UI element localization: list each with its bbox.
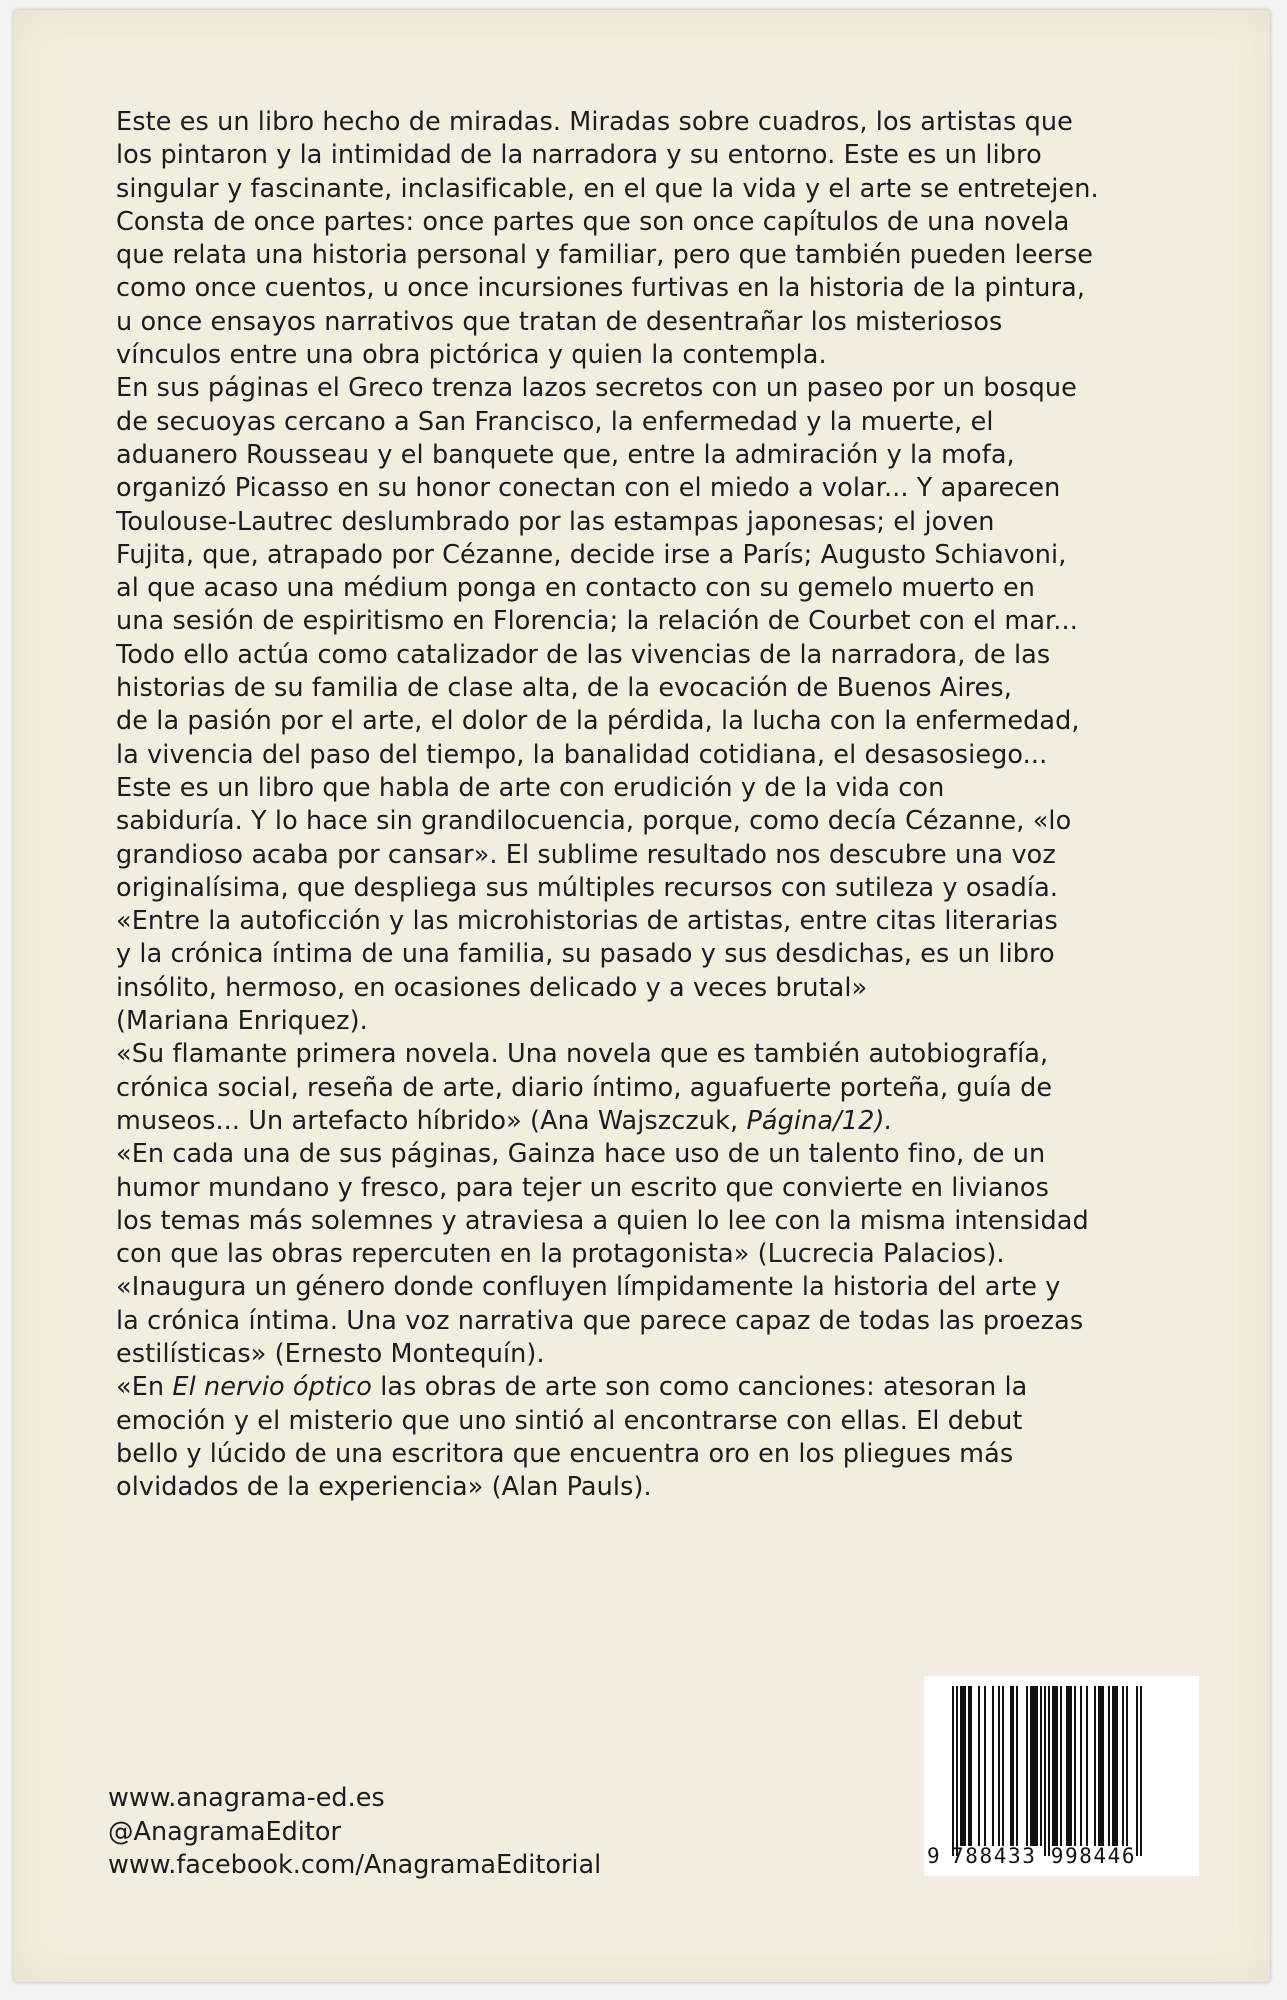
barcode-bar: [1026, 1686, 1028, 1846]
barcode-bar: [1136, 1686, 1138, 1856]
text-line: «Entre la autoficción y las microhistorias de artistas, entre citas literarias: [116, 906, 1058, 937]
barcode-bar: [1070, 1686, 1072, 1846]
text-line: y la crónica íntima de una familia, su pasado y sus desdichas, es un libro: [116, 939, 1055, 970]
publication-title: Página/12).: [746, 1105, 893, 1136]
text-line: «Inaugura un género donde confluyen límpidamente la historia del arte y: [116, 1272, 1061, 1303]
barcode-digits: 788433 998446: [951, 1844, 1137, 1868]
barcode-bar: [1056, 1686, 1058, 1846]
barcode-first-digit: 9: [927, 1844, 942, 1868]
barcode-bar: [1116, 1686, 1118, 1846]
barcode-bar: [1122, 1686, 1124, 1846]
barcode-bar: [1040, 1686, 1042, 1846]
text-line: Fujita, que, atrapado por Cézanne, decide irse a París; Augusto Schiavoni,: [116, 539, 1067, 570]
text-line: al que acaso una médium ponga en contacto con su gemelo muerto en: [116, 573, 1036, 604]
isbn-barcode: [924, 1676, 1199, 1876]
facebook-link: www.facebook.com/AnagramaEditorial: [108, 1850, 602, 1880]
barcode-bar: [952, 1686, 954, 1856]
blurb-paragraph: [116, 206, 1206, 372]
text-line: emoción y el misterio que uno sintió al encontrarse con ellas. El debut: [116, 1405, 1023, 1436]
text-segment: «En: [116, 1372, 173, 1403]
barcode-bar: [1126, 1686, 1128, 1846]
text-line: los temas más solemnes y atraviesa a quien lo lee con la misma intensidad: [116, 1205, 1089, 1236]
barcode-bar: [978, 1686, 980, 1846]
barcode-bar: [1052, 1686, 1054, 1846]
text-line: [116, 1371, 1206, 1404]
review-quote: [116, 1271, 1206, 1371]
barcode-bar: [960, 1686, 962, 1846]
text-line: organizó Picasso en su honor conectan con el miedo a volar... Y aparecen: [116, 473, 1061, 504]
text-line: bello y lúcido de una escritora que encuentra oro en los pliegues más: [116, 1438, 1014, 1469]
blurb-paragraph: [116, 772, 1206, 905]
text-line: Consta de once partes: once partes que son once capítulos de una novela: [116, 206, 1070, 237]
text-line: singular y fascinante, inclasificable, en el que la vida y el arte se entretejen.: [116, 173, 1099, 204]
text-line: los pintaron y la intimidad de la narradora y su entorno. Este es un libro: [116, 140, 1042, 171]
blurb-paragraph: [116, 372, 1206, 638]
barcode-bar: [1112, 1686, 1114, 1846]
barcode-bar: [1140, 1686, 1142, 1856]
text-line: con que las obras repercuten en la protagonista» (Lucrecia Palacios).: [116, 1239, 1005, 1270]
barcode-bar: [1108, 1686, 1110, 1846]
barcode-bar: [962, 1686, 964, 1846]
barcode-bar: [1030, 1686, 1032, 1846]
barcode-bar: [1094, 1686, 1096, 1846]
barcode-bar: [992, 1686, 994, 1846]
barcode-bar: [1068, 1686, 1070, 1846]
barcode-bar: [1100, 1686, 1102, 1846]
blurb-text: [116, 106, 1206, 1504]
barcode-bar: [1066, 1686, 1068, 1846]
barcode-bar: [1102, 1686, 1104, 1846]
publisher-links: [108, 1782, 601, 1883]
barcode-bar: [1074, 1686, 1076, 1846]
text-line: la vivencia del paso del tiempo, la banalidad cotidiana, el desasosiego...: [116, 739, 1048, 770]
text-line: u once ensayos narrativos que tratan de desentrañar los misteriosos: [116, 306, 1003, 337]
text-line: la crónica íntima. Una voz narrativa que parece capaz de todas las proezas: [116, 1305, 1084, 1336]
text-line: Todo ello actúa como catalizador de las vivencias de la narradora, de las: [116, 639, 1051, 670]
website-link: www.anagrama-ed.es: [108, 1783, 385, 1813]
barcode-bar: [968, 1686, 970, 1846]
text-line: grandioso acaba por cansar». El sublime resultado nos descubre una voz: [116, 839, 1056, 870]
review-quote: [116, 905, 1206, 1038]
barcode-bar: [964, 1686, 966, 1846]
review-quote: [116, 1038, 1206, 1138]
text-line: Este es un libro que habla de arte con erudición y de la vida con: [116, 772, 945, 803]
text-line: Este es un libro hecho de miradas. Miradas sobre cuadros, los artistas que: [116, 107, 1073, 137]
barcode-bar: [1086, 1686, 1088, 1846]
book-title: El nervio óptico: [172, 1372, 373, 1403]
barcode-bar: [970, 1686, 972, 1846]
blurb-paragraph: [116, 106, 1206, 206]
text-line: como once cuentos, u once incursiones furtivas en la historia de la pintura,: [116, 273, 1086, 304]
barcode-bar: [1054, 1686, 1056, 1846]
review-quote: [116, 1371, 1206, 1504]
barcode-bar: [1036, 1686, 1038, 1846]
barcode-bar: [998, 1686, 1000, 1846]
barcode-bar: [956, 1686, 958, 1856]
text-line: insólito, hermoso, en ocasiones delicado y a veces brutal»: [116, 972, 868, 1003]
barcode-bar: [1114, 1686, 1116, 1846]
text-line: En sus páginas el Greco trenza lazos secretos con un paseo por un bosque: [116, 373, 1077, 404]
text-line: sabiduría. Y lo hace sin grandilocuencia, porque, como decía Cézanne, «lo: [116, 806, 1072, 837]
text-line: [116, 1105, 1206, 1138]
text-line: «En cada una de sus páginas, Gainza hace uso de un talento fino, de un: [116, 1139, 1046, 1170]
barcode-bar: [1034, 1686, 1036, 1846]
text-line: estilísticas» (Ernesto Montequín).: [116, 1338, 545, 1369]
text-line: (Mariana Enriquez).: [116, 1006, 368, 1037]
text-line: historias de su familia de clase alta, de la evocación de Buenos Aires,: [116, 673, 1012, 704]
barcode-bar: [984, 1686, 986, 1846]
barcode-bar: [1010, 1686, 1012, 1846]
text-line: Toulouse-Lautrec deslumbrado por las estampas japonesas; el joven: [116, 506, 995, 537]
barcode-bar: [1060, 1686, 1062, 1846]
back-cover: [14, 10, 1270, 1982]
barcode-bar: [1080, 1686, 1082, 1846]
barcode-bar: [1016, 1686, 1018, 1846]
text-line: que relata una historia personal y familiar, pero que también pueden leerse: [116, 240, 1094, 271]
text-segment: museos... Un artefacto híbrido» (Ana Wajszczuk,: [116, 1105, 747, 1136]
text-line: de la pasión por el arte, el dolor de la pérdida, la lucha con la enfermedad,: [116, 706, 1080, 737]
text-line: humor mundano y fresco, para tejer un escrito que convierte en livianos: [116, 1172, 1050, 1203]
text-line: vínculos entre una obra pictórica y quien la contempla.: [116, 340, 827, 371]
text-line: originalísima, que despliega sus múltiples recursos con sutileza y osadía.: [116, 872, 1059, 903]
barcode-bar: [1044, 1686, 1046, 1856]
blurb-paragraph: [116, 639, 1206, 772]
text-line: aduanero Rousseau y el banquete que, entre la admiración y la mofa,: [116, 439, 1015, 470]
text-line: una sesión de espiritismo en Florencia; la relación de Courbet con el mar...: [116, 606, 1078, 637]
text-line: olvidados de la experiencia» (Alan Pauls).: [116, 1472, 652, 1503]
twitter-handle: @AnagramaEditor: [108, 1816, 341, 1847]
text-line: de secuoyas cercano a San Francisco, la enfermedad y la muerte, el: [116, 406, 994, 437]
text-segment: las obras de arte son como canciones: atesoran la: [372, 1372, 1028, 1403]
barcode-bar: [1032, 1686, 1034, 1846]
barcode-bar: [1002, 1686, 1004, 1846]
text-line: crónica social, reseña de arte, diario íntimo, aguafuerte porteña, guía de: [116, 1072, 1053, 1103]
review-quote: [116, 1138, 1206, 1271]
barcode-bar: [1098, 1686, 1100, 1846]
barcode-bar: [1012, 1686, 1014, 1846]
text-line: «Su flamante primera novela. Una novela que es también autobiografía,: [116, 1039, 1049, 1070]
barcode-bar: [1048, 1686, 1050, 1856]
